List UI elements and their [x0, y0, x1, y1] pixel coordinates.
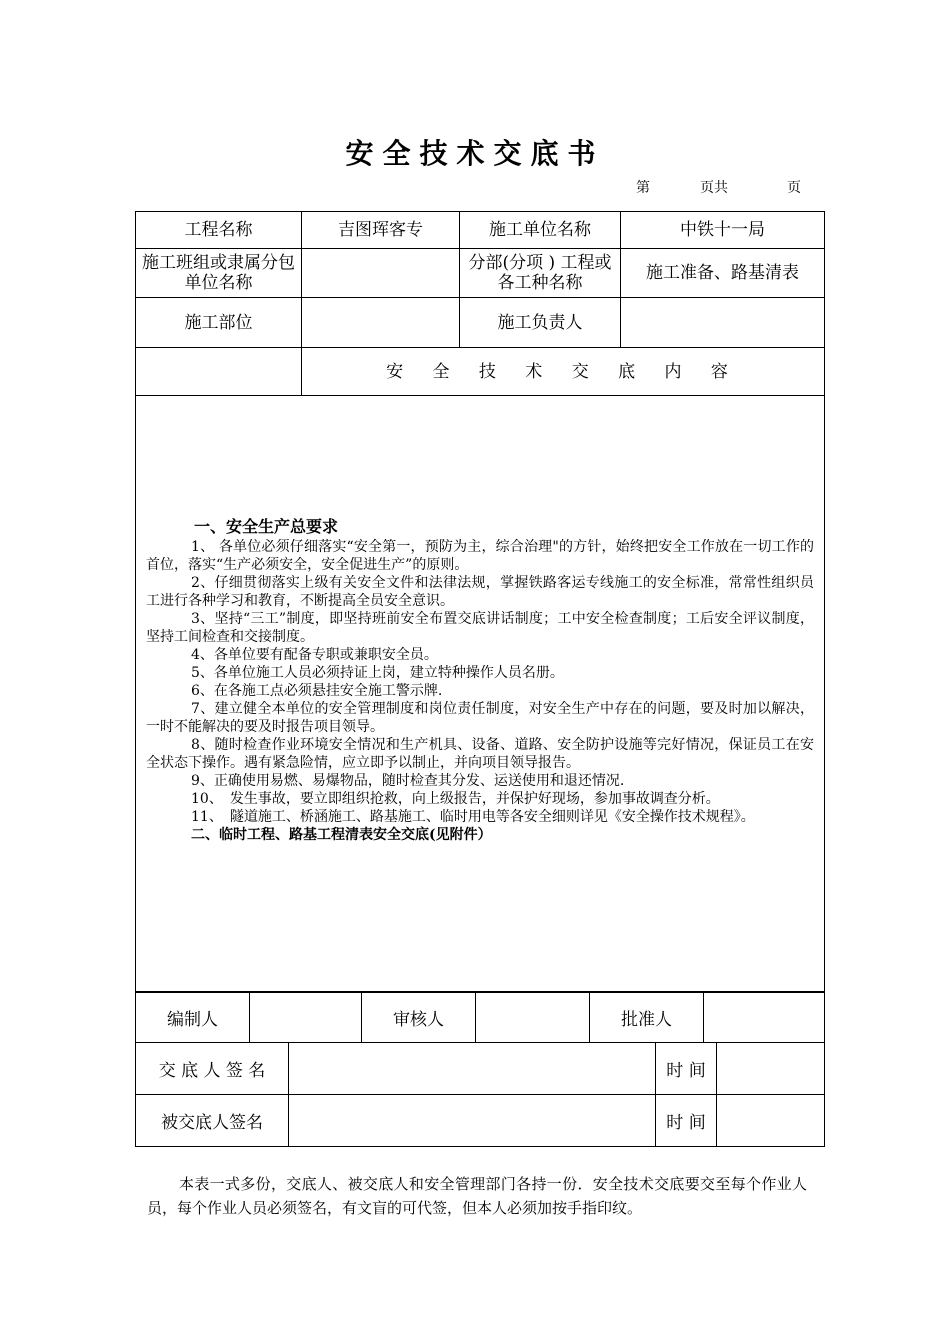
- compiler-label: 编制人: [136, 992, 250, 1043]
- content-item: 3、坚持“三工”制度，即坚持班前安全布置交底讲话制度；工中安全检查制度；工后安全评议制度，坚持工间检查和交接制度。: [146, 611, 814, 645]
- content-item: 4、各单位要有配备专职或兼职安全员。: [191, 647, 438, 663]
- content-heading-2: 二、临时工程、路基工程清表安全交底(见附件）: [191, 827, 492, 843]
- footer-note: 本表一式多份，交底人、被交底人和安全管理部门各持一份．安全技术交底要交至每个作业人员，每个作业人员必须签名，有文盲的可代签，但本人必须加按手指印纹。: [147, 1175, 807, 1217]
- page-label-ye-gong: 页共: [700, 180, 728, 196]
- content-body: [136, 396, 824, 844]
- content-item: 1、 各单位必须仔细落实“安全第一，预防为主，综合治理"的方针，始终把安全工作放在一切工作的首位，落实“生产必须安全，安全促进生产”的原则。: [146, 539, 814, 573]
- content-item: 6、在各施工点必须悬挂安全施工警示牌.: [191, 683, 443, 699]
- content-item: 9、正确使用易燃、易爆物品，随时检查其分发、运送使用和退还情况.: [191, 773, 625, 789]
- disclosee-time-value: [717, 1095, 825, 1147]
- content-item: 11、 隧道施工、桥涵施工、路基施工、临时用电等各安全细则详见《安全操作技术规程》。: [191, 809, 755, 825]
- content-item: 5、各单位施工人员必须持证上岗，建立特种操作人员名册。: [191, 665, 564, 681]
- leader-label: 施工负责人: [460, 298, 621, 348]
- location-value: [302, 298, 460, 348]
- discloser-time-label: 时 间: [656, 1043, 717, 1095]
- content-cell: [136, 396, 825, 993]
- content-item: 2、仔细贯彻落实上级有关安全文件和法律法规，掌握铁路客运专线施工的安全标准，常常性组织员工进行各种学习和教育，不断提高全员安全意识。: [146, 575, 814, 609]
- project-name-label: 工程名称: [136, 212, 302, 249]
- disclosee-signature: [289, 1095, 656, 1147]
- disclosee-time-label: 时 间: [656, 1095, 717, 1147]
- subproject-label: 分部(分项 ) 工程或各工种名称: [460, 249, 621, 298]
- reviewer-value: [476, 992, 590, 1043]
- discloser-time-value: [717, 1043, 825, 1095]
- content-item: 7、建立健全本单位的安全管理制度和岗位责任制度，对安全生产中存在的问题，要及时加以解决，一时不能解决的要及时报告项目领导。: [146, 701, 814, 735]
- subproject-value: 施工准备、路基清表: [621, 249, 825, 298]
- content-item: 10、 发生事故，要立即组织抢救，向上级报告，并保护好现场，参加事故调查分析。: [191, 791, 720, 807]
- document-title: 安全技术交底书: [345, 137, 605, 170]
- content-header: 安 全 技 术 交 底 内 容: [302, 348, 825, 396]
- content-item: 8、随时检查作业环境安全情况和生产机具、设备、道路、安全防护设施等完好情况，保证员工在安全状态下操作。遇有紧急险情，应立即予以制止，并向项目领导报告。: [146, 737, 814, 771]
- approver-label: 批准人: [590, 992, 704, 1043]
- reviewer-label: 审核人: [362, 992, 476, 1043]
- leader-value: [621, 298, 825, 348]
- team-value: [302, 249, 460, 298]
- project-name-value: 吉图珲客专: [302, 212, 460, 249]
- disclosure-table: [135, 211, 825, 993]
- disclosee-label: 被交底人签名: [136, 1095, 289, 1147]
- location-label: 施工部位: [136, 298, 302, 348]
- content-header-left: [136, 348, 302, 396]
- construction-unit-label: 施工单位名称: [460, 212, 621, 249]
- construction-unit-value: 中铁十一局: [621, 212, 825, 249]
- compiler-value: [250, 992, 362, 1043]
- approver-value: [704, 992, 825, 1043]
- team-label: 施工班组或隶属分包单位名称: [136, 249, 302, 298]
- signature-table: [135, 991, 825, 1147]
- discloser-label: 交 底 人 签 名: [136, 1043, 289, 1095]
- discloser-signature: [289, 1043, 656, 1095]
- page-label-ye: 页: [787, 180, 801, 196]
- content-heading-1: 一、安全生产总要求: [194, 517, 339, 536]
- page-label-di: 第: [636, 180, 650, 196]
